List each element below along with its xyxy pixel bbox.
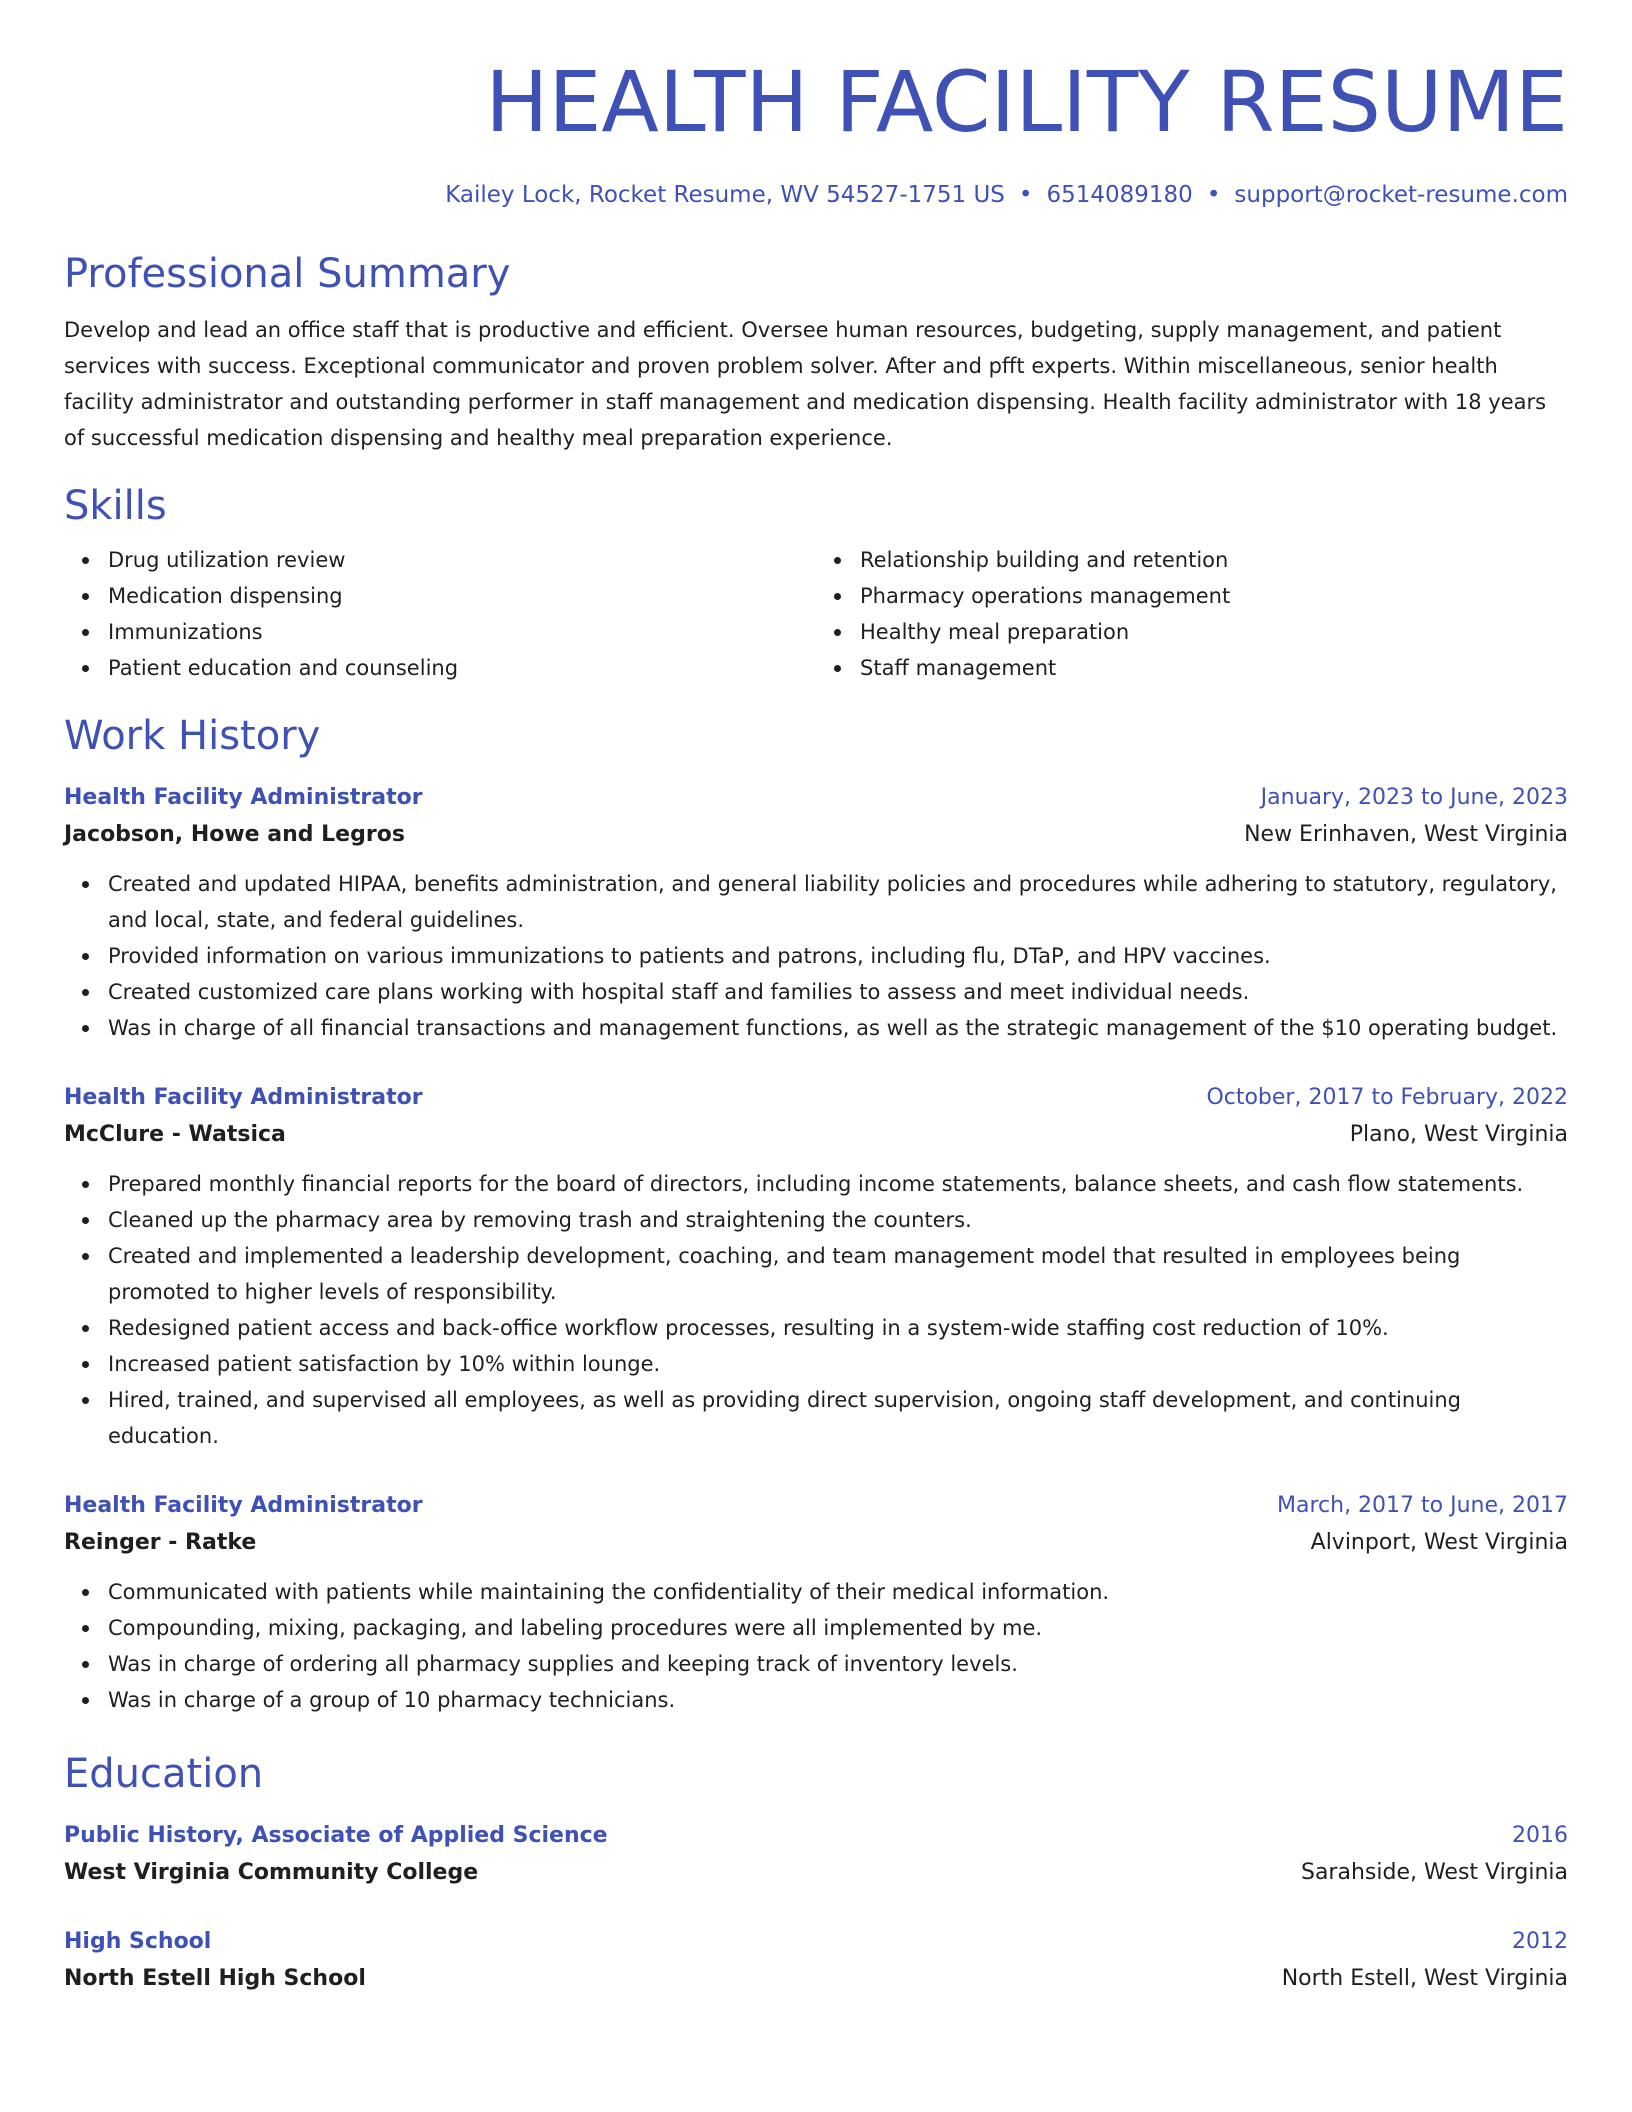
job-bullet: Increased patient satisfaction by 10% within lounge.	[108, 1346, 1568, 1382]
job-company: Jacobson, Howe and Legros	[64, 822, 405, 847]
job-company-row	[64, 1524, 1568, 1562]
work-history-heading: Work History	[64, 713, 321, 759]
job-bullet: Provided information on various immunizations to patients and patrons, including flu, DTaP, and HPV vaccines.	[108, 938, 1568, 974]
job-bullet: Redesigned patient access and back-office workflow processes, resulting in a system-wide staffing cost reduction of 10%.	[108, 1310, 1568, 1346]
education-heading: Education	[64, 1751, 264, 1797]
job-company-row	[64, 816, 1568, 854]
job-entry	[64, 1488, 1568, 1718]
job-company: Reinger - Ratke	[64, 1530, 257, 1555]
job-title: Health Facility Administrator	[64, 1493, 423, 1518]
education-entry	[64, 1924, 1568, 1998]
job-header-row	[64, 1488, 1568, 1524]
job-bullet: Hired, trained, and supervised all employees, as well as providing direct supervision, ongoing staff development, and continuing education.	[108, 1382, 1568, 1454]
education-school: West Virginia Community College	[64, 1860, 479, 1885]
education-school-row	[64, 1854, 1568, 1892]
job-bullet: Was in charge of ordering all pharmacy supplies and keeping track of inventory levels.	[108, 1646, 1568, 1682]
job-bullets	[64, 1574, 1568, 1718]
education-degree: High School	[64, 1929, 212, 1954]
education-year: 2012	[1512, 1929, 1568, 1954]
job-bullets	[64, 1166, 1568, 1454]
education-entry	[64, 1818, 1568, 1892]
skill-item: Staff management	[860, 650, 1568, 686]
job-location: Plano, West Virginia	[1349, 1122, 1568, 1147]
skill-item: Healthy meal preparation	[860, 614, 1568, 650]
skill-item: Medication dispensing	[108, 578, 816, 614]
job-company-row	[64, 1116, 1568, 1154]
job-title: Health Facility Administrator	[64, 1085, 423, 1110]
contact-email: support@rocket-resume.com	[1234, 182, 1568, 208]
job-location: New Erinhaven, West Virginia	[1244, 822, 1568, 847]
job-bullet: Created customized care plans working with hospital staff and families to assess and meet individual needs.	[108, 974, 1568, 1010]
summary-heading: Professional Summary	[64, 251, 511, 297]
job-bullet: Cleaned up the pharmacy area by removing trash and straightening the counters.	[108, 1202, 1568, 1238]
contact-address: Kailey Lock, Rocket Resume, WV 54527-1751 US	[445, 182, 1005, 208]
education-school: North Estell High School	[64, 1966, 366, 1991]
job-bullet: Created and implemented a leadership development, coaching, and team management model that resulted in employees being promoted to higher levels of responsibility.	[108, 1238, 1568, 1310]
resume-title: HEALTH FACILITY RESUME	[485, 53, 1568, 151]
job-company: McClure - Watsica	[64, 1122, 286, 1147]
job-bullet: Was in charge of all financial transactions and management functions, as well as the strategic management of the $10 operating budget.	[108, 1010, 1568, 1046]
skill-item: Drug utilization review	[108, 542, 816, 578]
education-header-row	[64, 1924, 1568, 1960]
education-header-row	[64, 1818, 1568, 1854]
job-bullet: Communicated with patients while maintaining the confidentiality of their medical information.	[108, 1574, 1568, 1610]
education-location: North Estell, West Virginia	[1281, 1966, 1568, 1991]
job-bullet: Prepared monthly financial reports for the board of directors, including income statements, balance sheets, and cash flow statements.	[108, 1166, 1568, 1202]
contact-phone: 6514089180	[1046, 182, 1193, 208]
skill-item: Immunizations	[108, 614, 816, 650]
job-dates: October, 2017 to February, 2022	[1206, 1085, 1568, 1110]
skills-column-right	[816, 542, 1568, 686]
job-bullet: Was in charge of a group of 10 pharmacy technicians.	[108, 1682, 1568, 1718]
skill-item: Patient education and counseling	[108, 650, 816, 686]
contact-line	[64, 180, 1568, 210]
education-location: Sarahside, West Virginia	[1300, 1860, 1568, 1885]
contact-separator: •	[1018, 182, 1033, 208]
job-title: Health Facility Administrator	[64, 785, 423, 810]
education-year: 2016	[1512, 1823, 1568, 1848]
skills-heading: Skills	[64, 483, 167, 529]
skills-grid	[64, 542, 1568, 686]
skill-item: Relationship building and retention	[860, 542, 1568, 578]
job-header-row	[64, 1080, 1568, 1116]
job-header-row	[64, 780, 1568, 816]
skill-item: Pharmacy operations management	[860, 578, 1568, 614]
job-entry	[64, 1080, 1568, 1454]
job-dates: January, 2023 to June, 2023	[1260, 785, 1568, 810]
job-dates: March, 2017 to June, 2017	[1277, 1493, 1568, 1518]
job-bullet: Compounding, mixing, packaging, and labeling procedures were all implemented by me.	[108, 1610, 1568, 1646]
job-entry	[64, 780, 1568, 1046]
contact-separator: •	[1206, 182, 1221, 208]
education-school-row	[64, 1960, 1568, 1998]
job-bullet: Created and updated HIPAA, benefits administration, and general liability policies and procedures while adhering to statutory, regulatory, and local, state, and federal guidelines.	[108, 866, 1568, 938]
skills-column-left	[64, 542, 816, 686]
job-location: Alvinport, West Virginia	[1310, 1530, 1568, 1555]
job-bullets	[64, 866, 1568, 1046]
education-degree: Public History, Associate of Applied Science	[64, 1823, 608, 1848]
summary-text: Develop and lead an office staff that is productive and efficient. Oversee human resources, budgeting, supply management, and patient services with success. Exceptional communicator and proven problem solver. After and pfft experts. Within miscellaneous, senior health facility administrator and outstanding performer in staff management and medication dispensing. Health facility administrator with 18 years of successful medication dispensing and healthy meal preparation experience.	[64, 318, 1547, 450]
